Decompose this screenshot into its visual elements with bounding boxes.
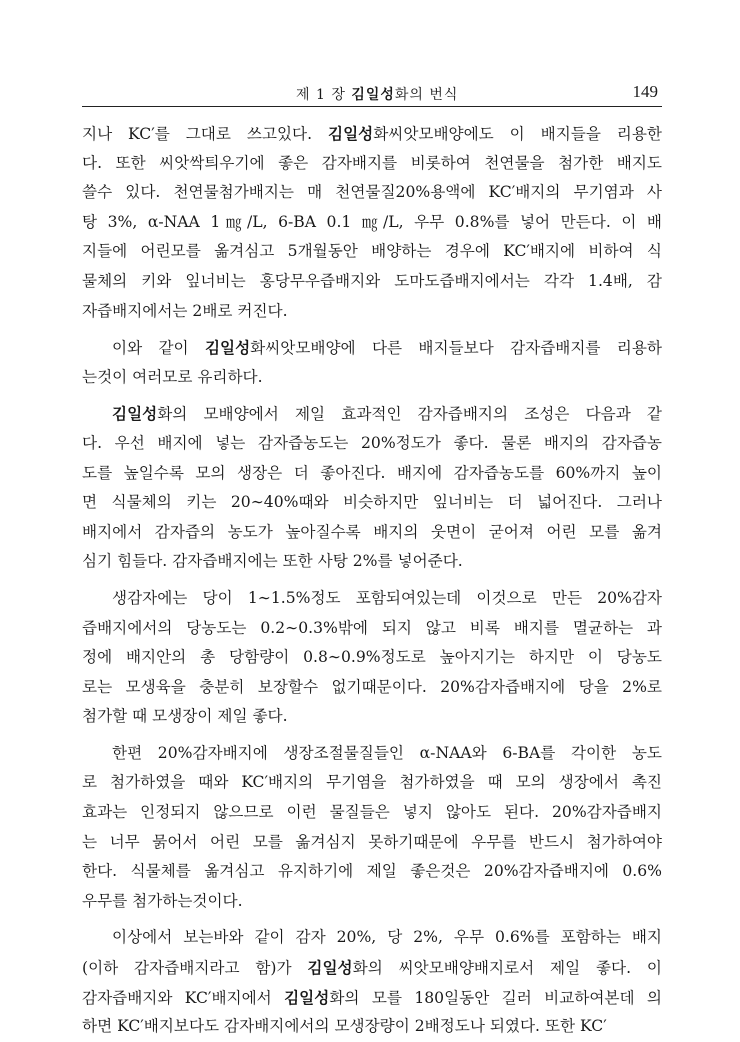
text-line: 이와 같이 김일성화씨앗모배양에 다른 배지들보다 감자즙배지를 리용하 [112,338,662,358]
text-line: 정에 배지안의 총 당함량이 0.8∼0.9%정도로 높아지기는 하지만 이 당농도 [82,648,662,667]
text-line: 김일성화의 모배양에서 제일 효과적인 감자즙배지의 조성은 다음과 같 [112,404,662,424]
chapter-prefix: 제 1 장 [296,87,352,103]
paragraph-gap [82,916,662,923]
text-line: 자즙배지에서는 2배로 커진다. [82,301,288,320]
text-line: 면 식물체의 키는 20∼40%때와 비슷하지만 잎너비는 더 넓어진다. 그러나 [82,493,662,512]
running-header [82,78,662,107]
paragraph-gap [82,577,662,584]
text-line: 는 너무 묽어서 어린 모를 옮겨심지 못하기때문에 우무를 반드시 첨가하여야 [82,832,662,851]
chapter-bold-name: 김일성 [351,87,395,103]
text-line: 한편 20%감자배지에 생장조절물질들인 α-NAA와 6-BA를 각이한 농도 [112,743,662,762]
text-line: 쓸수 있다. 천연물첨가배지는 매 천연물질20%용액에 KC′배지의 무기염과 사 [82,183,662,202]
bold-name: 김일성 [284,987,330,1007]
text-line: 도를 높일수록 모의 생장은 더 좋아진다. 배지에 감자즙농도를 60%까지 높이 [82,463,662,482]
text-line: 첨가할 때 모생장이 제일 좋다. [82,707,288,726]
text-line: 지나 KC′를 그대로 쓰고있다. 김일성화씨앗모배양에도 이 배지들을 리용한 [82,124,662,143]
bold-name: 김일성 [204,338,251,358]
text-line: 다. 우선 배지에 넣는 감자즙농도는 20%정도가 좋다. 물론 배지의 감자즙농 [82,433,662,452]
text-line: 로는 모생육을 충분히 보장할수 없기때문이다. 20%감자즙배지에 당을 2%로 [82,677,662,696]
text-line: 지들에 어린모를 옮겨심고 5개월동안 배양하는 경우에 KC′배지에 비하여 식 [82,242,662,261]
text-line: 이상에서 보는바와 같이 감자 20%, 당 2%, 우무 0.6%를 포함하는 배지 [112,928,662,947]
text-line: 생감자에는 당이 1∼1.5%정도 포함되여있는데 이것으로 만든 20%감자 [112,588,662,607]
text-line: (이하 감자즙배지라고 함)가 김일성화의 씨앗모배양배지로서 제일 좋다. 이 [82,958,662,978]
text-line: 는것이 여러모로 유리하다. [82,367,263,386]
text-line: 배지에서 감자즙의 농도가 높아질수록 배지의 웃면이 굳어져 어린 모를 옮겨 [82,522,662,541]
text-line: 효과는 인정되지 않으므로 이런 물질들은 넣지 않아도 된다. 20%감자즙배지 [82,803,662,822]
bold-name: 김일성 [307,958,353,978]
paragraph-gap [82,732,662,739]
text-line: 물체의 키와 잎너비는 홍당무우즙배지와 도마도즙배지에서는 각각 1.4배, 감 [82,271,662,290]
text-line: 다. 또한 씨앗싹틔우기에 좋은 감자배지를 비롯하여 천연물을 첨가한 배지도 [82,153,662,172]
text-line: 즙배지에서의 당농도는 0.2∼0.3%밖에 되지 않고 비록 배지를 멸균하는 과 [82,618,662,637]
bold-name: 김일성 [112,404,158,424]
paragraph-gap [82,392,662,399]
text-line: 하면 KC′배지보다도 감자배지에서의 모생장량이 2배정도나 되였다. 또한 KC′ [82,1017,607,1036]
text-line: 탕 3%, α-NAA 1㎎/L, 6-BA 0.1 ㎎/L, 우무 0.8%를 넣어 만든다. 이 배 [82,212,662,231]
text-line: 우무를 첨가하는것이다. [82,891,243,910]
page-number: 149 [632,82,658,101]
bold-name: 김일성 [328,124,374,143]
text-line: 감자즙배지와 KC′배지에서 김일성화의 모를 180일동안 길러 비교하여본데 의 [82,987,662,1007]
text-line: 로 첨가하였을 때와 KC′배지의 무기염을 첨가하였을 때 모의 생장에서 촉진 [82,773,662,792]
text-line: 한다. 식물체를 옮겨심고 유지하기에 제일 좋은것은 20%감자즙배지에 0.6% [82,862,662,881]
chapter-title [296,84,458,104]
chapter-suffix: 화의 번식 [394,87,459,103]
body-text [82,119,662,1042]
text-line: 심기 힘들다. 감자즙배지에는 또한 사탕 2%를 넣어준다. [82,552,463,571]
paragraph-gap [82,326,662,333]
